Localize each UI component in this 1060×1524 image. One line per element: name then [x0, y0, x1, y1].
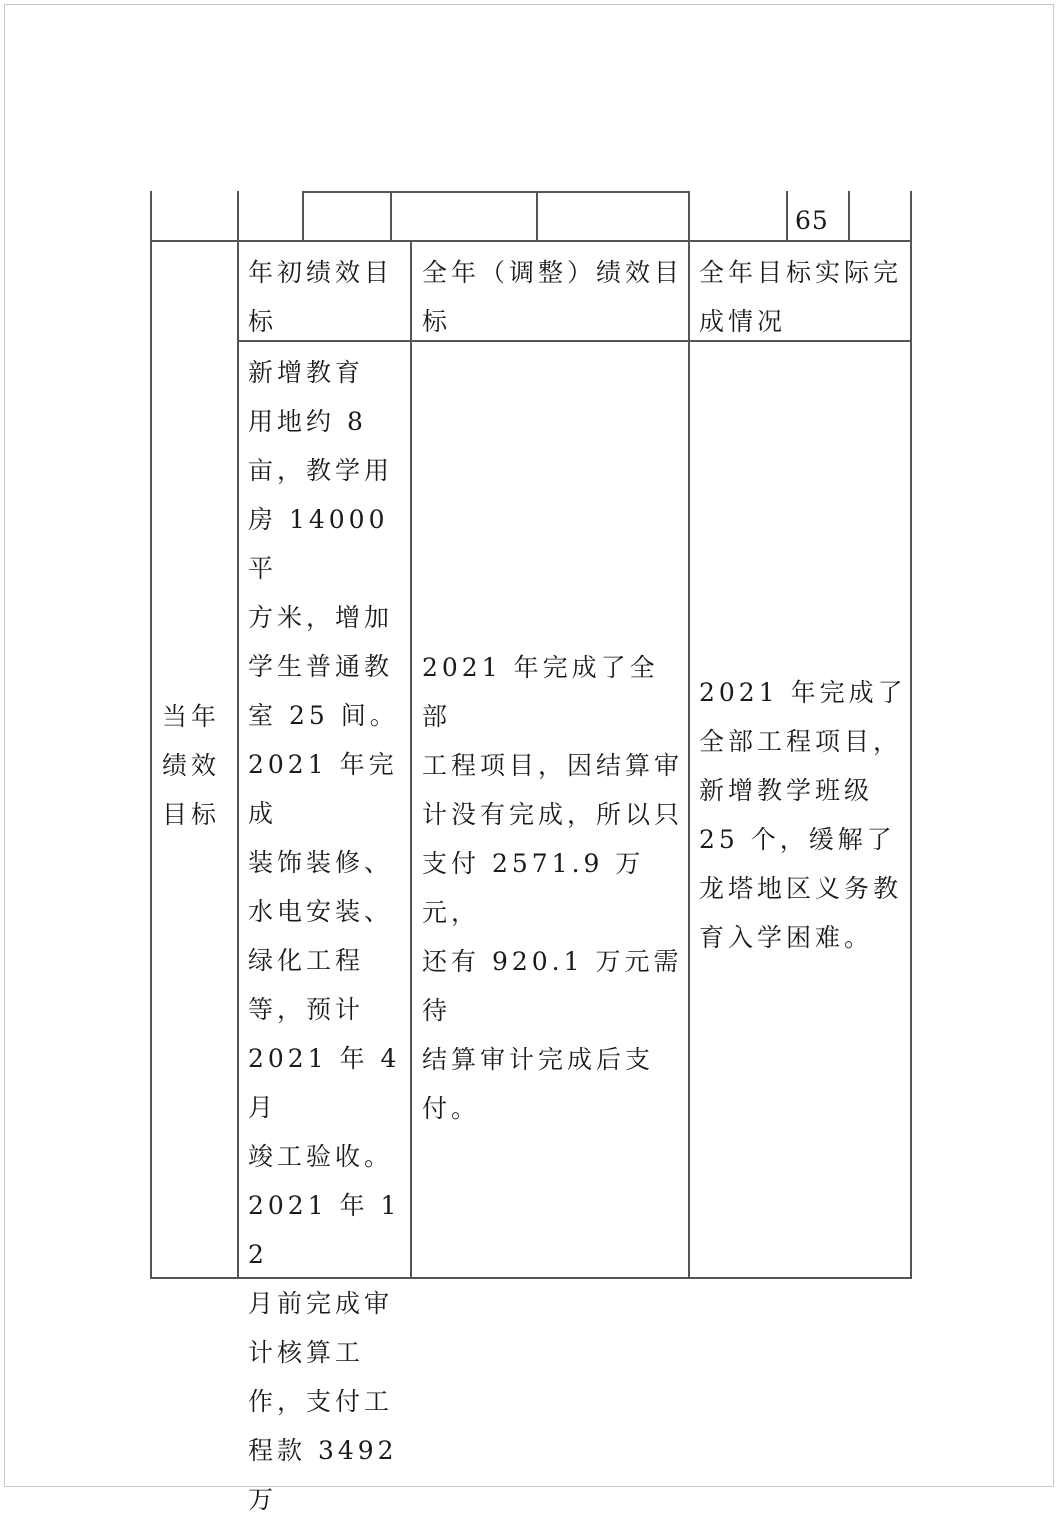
cell-initial-target: 新增教育 用地约 8 亩，教学用 房 14000 平 方米，增加 学生普通教 室 25 间。 2021 年完成 装饰装修、 水电安装、 绿化工程 等，预计 2021 年 4 月 竣工验收。 2021 年 12 月前完成审 计核算工 作，支付工 程款 3492 万: [248, 358, 401, 1514]
table-rule-upper-v5: [848, 191, 850, 241]
header-initial-target: 年初绩效目 标: [248, 258, 394, 336]
table-rule-col-initial-adjusted: [410, 240, 412, 1279]
table-rule-upper-v2: [390, 191, 392, 241]
table-rule-upper-v3: [536, 191, 538, 241]
top-row-value: 65: [795, 206, 829, 235]
table-rule-upper-v1: [302, 191, 304, 241]
row-label-annual-targets: 当年 绩效 目标: [162, 702, 221, 829]
table-rule-col-adjusted-actual: [688, 191, 690, 1279]
cell-adjusted-target: 2021 年完成了全部 工程项目，因结算审 计没有完成，所以只 支付 2571.9 万元， 还有 920.1 万元需待 结算审计完成后支 付。: [422, 653, 684, 1123]
table-rule-label-col: [237, 191, 239, 1279]
header-actual-completion: 全年目标实际完 成情况: [699, 258, 903, 336]
header-adjusted-target: 全年（调整）绩效目 标: [422, 258, 684, 336]
cell-actual-completion: 2021 年完成了 全部工程项目， 新增教学班级 25 个，缓解了 龙塔地区义务教 育入学困难。: [699, 678, 907, 952]
table-rule-top-inner: [302, 191, 688, 193]
table-rule-upper-v4: [786, 191, 788, 241]
table-rule-left: [150, 191, 152, 1279]
table-rule-right: [910, 191, 912, 1279]
